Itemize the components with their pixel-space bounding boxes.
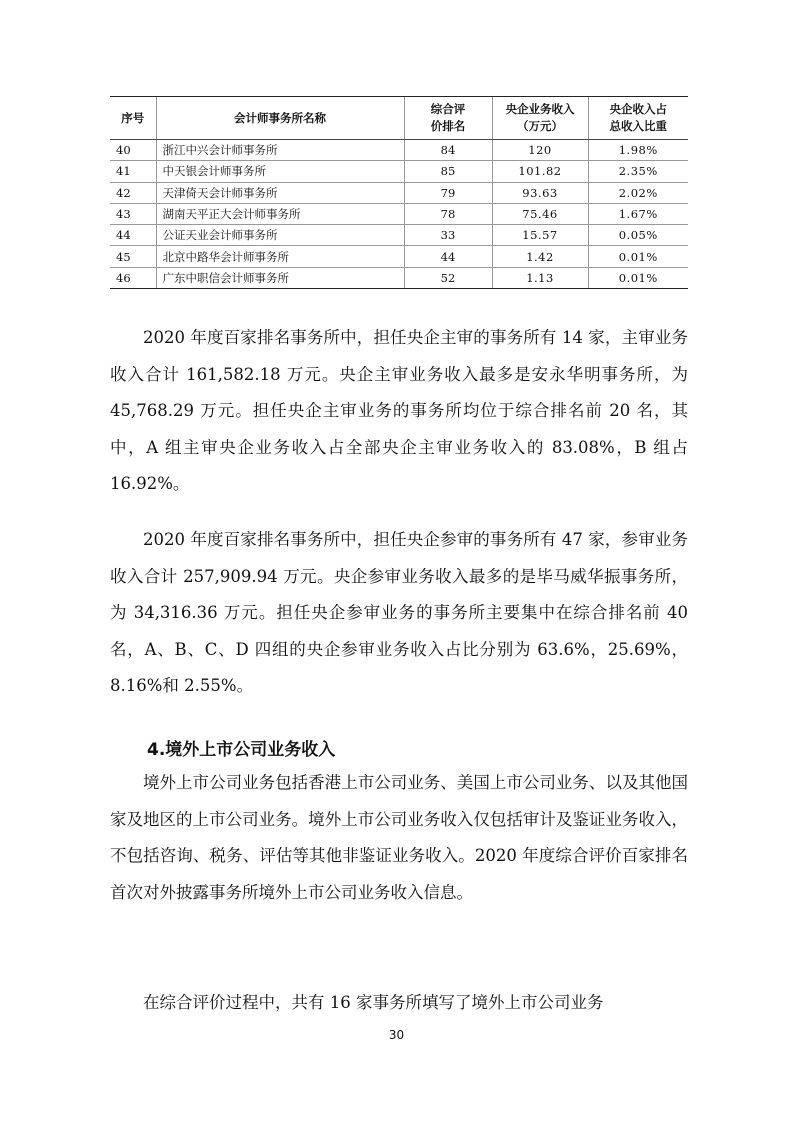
cell-rank: 52 — [404, 267, 492, 288]
cell-firm-name: 浙江中兴会计师事务所 — [156, 140, 404, 161]
table-row — [110, 246, 688, 267]
cell-revenue: 101.82 — [492, 161, 588, 182]
central-soe-revenue-table — [110, 96, 688, 289]
cell-firm-name: 公证天业会计师事务所 — [156, 225, 404, 246]
cell-rank: 84 — [404, 140, 492, 161]
section-heading-overseas-listed: 4.境外上市公司业务收入 — [147, 740, 336, 760]
cell-revenue: 120 — [492, 140, 588, 161]
cell-rank: 33 — [404, 225, 492, 246]
cell-revenue: 75.46 — [492, 203, 588, 224]
cell-serial: 43 — [110, 203, 156, 224]
cell-firm-name: 中天银会计师事务所 — [156, 161, 404, 182]
cell-share: 2.02% — [588, 182, 688, 203]
table-row — [110, 140, 688, 161]
header-firm-name: 会计师事务所名称 — [156, 97, 404, 140]
cell-rank: 44 — [404, 246, 492, 267]
cell-firm-name: 天津倚天会计师事务所 — [156, 182, 404, 203]
table-row — [110, 267, 688, 288]
cell-revenue: 1.42 — [492, 246, 588, 267]
header-soe-share: 央企收入占 总收入比重 — [588, 97, 688, 140]
cell-share: 0.01% — [588, 267, 688, 288]
cell-share: 2.35% — [588, 161, 688, 182]
cell-share: 1.67% — [588, 203, 688, 224]
cell-share: 0.05% — [588, 225, 688, 246]
cell-share: 1.98% — [588, 140, 688, 161]
header-rank: 综合评 价排名 — [404, 97, 492, 140]
cell-serial: 41 — [110, 161, 156, 182]
table-row — [110, 182, 688, 203]
header-serial: 序号 — [110, 97, 156, 140]
cell-share: 0.01% — [588, 246, 688, 267]
header-soe-revenue: 央企业务收入 （万元） — [492, 97, 588, 140]
cell-serial: 40 — [110, 140, 156, 161]
table-header-row — [110, 97, 688, 140]
paragraph-central-soe-participating-audit: 2020 年度百家排名事务所中，担任央企参审的事务所有 47 家，参审业务收入合计 257,909.94 万元。央企参审业务收入最多的是毕马威华振事务所，为 34,316.36 万元。担任央企参审业务的事务所主要集中在综合排名前 40 名，A、B、C、D 四组的央企参审业务收入占比分别为 63.6%，25.69%，8.16%和 2.55%。 — [110, 530, 688, 695]
cell-serial: 46 — [110, 267, 156, 288]
cell-revenue: 1.13 — [492, 267, 588, 288]
paragraph-central-soe-lead-audit: 2020 年度百家排名事务所中，担任央企主审的事务所有 14 家，主审业务收入合计 161,582.18 万元。央企主审业务收入最多是安永华明事务所，为 45,768.29 万元。担任央企主审业务的事务所均位于综合排名前 20 名，其中，A 组主审央企业务收入占全部央企主审业务收入的 83.08%，B 组占 16.92%。 — [110, 328, 688, 493]
cell-rank: 78 — [404, 203, 492, 224]
table-row — [110, 203, 688, 224]
cell-serial: 45 — [110, 246, 156, 267]
cell-serial: 44 — [110, 225, 156, 246]
paragraph-overseas-listed-count: 在综合评价过程中，共有 16 家事务所填写了境外上市公司业务 — [143, 993, 604, 1012]
cell-firm-name: 广东中职信会计师事务所 — [156, 267, 404, 288]
table-row — [110, 161, 688, 182]
page-number: 30 — [388, 1028, 405, 1042]
paragraph-overseas-listed-definition: 境外上市公司业务包括香港上市公司业务、美国上市公司业务、以及其他国家及地区的上市公司业务。境外上市公司业务收入仅包括审计及鉴证业务收入，不包括咨询、税务、评估等其他非鉴证业务收入。2020 年度综合评价百家排名首次对外披露事务所境外上市公司业务收入信息。 — [110, 773, 688, 902]
cell-rank: 79 — [404, 182, 492, 203]
cell-serial: 42 — [110, 182, 156, 203]
table-row — [110, 225, 688, 246]
cell-firm-name: 湖南天平正大会计师事务所 — [156, 203, 404, 224]
cell-rank: 85 — [404, 161, 492, 182]
cell-revenue: 93.63 — [492, 182, 588, 203]
cell-revenue: 15.57 — [492, 225, 588, 246]
cell-firm-name: 北京中路华会计师事务所 — [156, 246, 404, 267]
